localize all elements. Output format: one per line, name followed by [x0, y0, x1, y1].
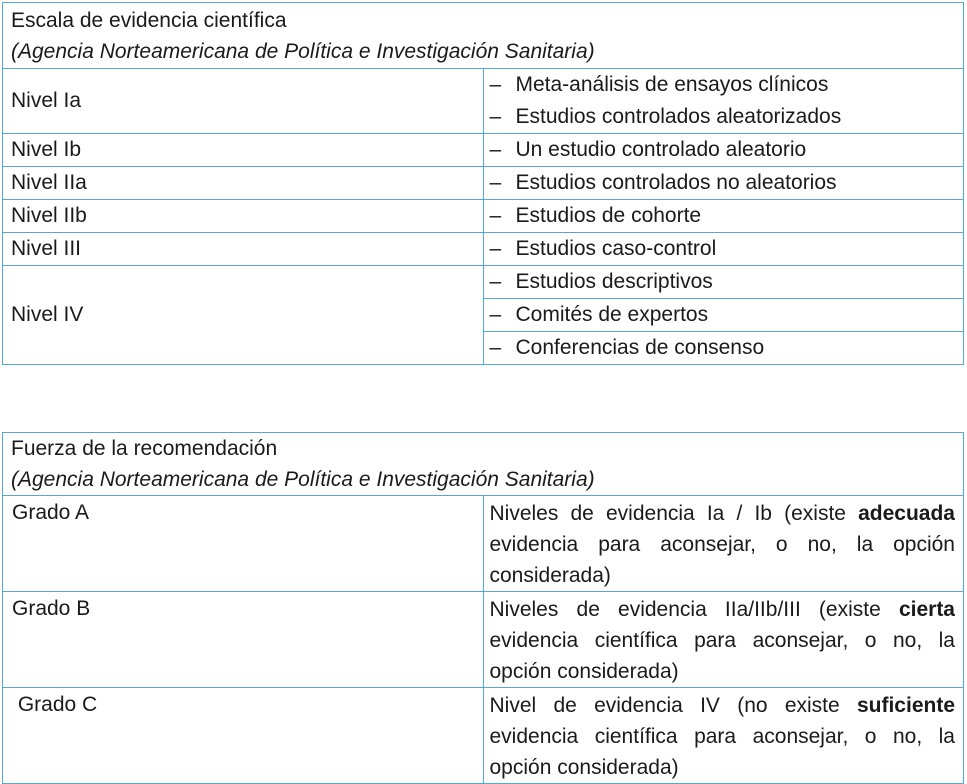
level-description: – Un estudio controlado aleatorio [483, 134, 964, 167]
evidence-scale-subtitle: (Agencia Norteamericana de Política e Investigación Sanitaria) [11, 39, 595, 63]
table-row [3, 167, 964, 200]
recommendation-subtitle: (Agencia Norteamericana de Política e Investigación Sanitaria) [11, 468, 595, 491]
level-item: Estudios de cohorte [515, 204, 702, 228]
level-description: – Estudios controlados no aleatorios [483, 167, 964, 200]
recommendation-header [3, 433, 964, 496]
emphasis-word: cierta [898, 598, 955, 621]
level-item: Estudios controlados aleatorizados [515, 105, 842, 129]
level-description: – Estudios descriptivos – Comités de expertos – Conferencias de consenso [483, 266, 964, 365]
level-item: Comités de expertos [515, 303, 709, 327]
level-label: Nivel Ib [3, 134, 484, 167]
table-row [3, 233, 964, 266]
table-row [3, 688, 964, 784]
grade-description: Niveles de evidencia Ia / Ib (existe adecuada evidencia para aconsejar, o no, la opción considerada) [483, 496, 964, 592]
table-row [3, 266, 964, 365]
table-row [3, 592, 964, 688]
grade-label: Grado A [3, 496, 484, 592]
grade-label: Grado C [3, 688, 484, 784]
evidence-scale-header [3, 3, 964, 69]
table-row [3, 134, 964, 167]
level-label: Nivel III [3, 233, 484, 266]
level-description: – Meta-análisis de ensayos clínicos – Estudios controlados aleatorizados [483, 69, 964, 134]
evidence-scale-title: Escala de evidencia científica [11, 8, 287, 32]
level-item: Estudios descriptivos [515, 270, 713, 294]
grade-description: Nivel de evidencia IV (no existe suficiente evidencia científica para aconsejar, o no, la opción considerada) [483, 688, 964, 784]
level-item: Estudios caso-control [515, 237, 717, 261]
recommendation-strength-table [2, 432, 964, 784]
level-label: Nivel Ia [3, 69, 484, 134]
level-item: Meta-análisis de ensayos clínicos [515, 73, 829, 97]
level-label: Nivel IV [3, 266, 484, 365]
evidence-scale-table [2, 2, 964, 365]
table-row [3, 200, 964, 233]
level-item: Un estudio controlado aleatorio [515, 138, 807, 162]
table-row [3, 496, 964, 592]
level-label: Nivel IIa [3, 167, 484, 200]
grade-description: Niveles de evidencia IIa/IIb/III (existe cierta evidencia científica para aconsejar, o no, la opción considerada) [483, 592, 964, 688]
level-item: Estudios controlados no aleatorios [515, 171, 837, 195]
level-item: Conferencias de consenso [515, 336, 765, 360]
emphasis-word: suficiente [856, 694, 955, 717]
table-row [3, 69, 964, 134]
level-description: – Estudios caso-control [483, 233, 964, 266]
recommendation-title: Fuerza de la recomendación [11, 437, 278, 460]
level-label: Nivel IIb [3, 200, 484, 233]
emphasis-word: adecuada [858, 502, 955, 525]
grade-label: Grado B [3, 592, 484, 688]
level-description: – Estudios de cohorte [483, 200, 964, 233]
